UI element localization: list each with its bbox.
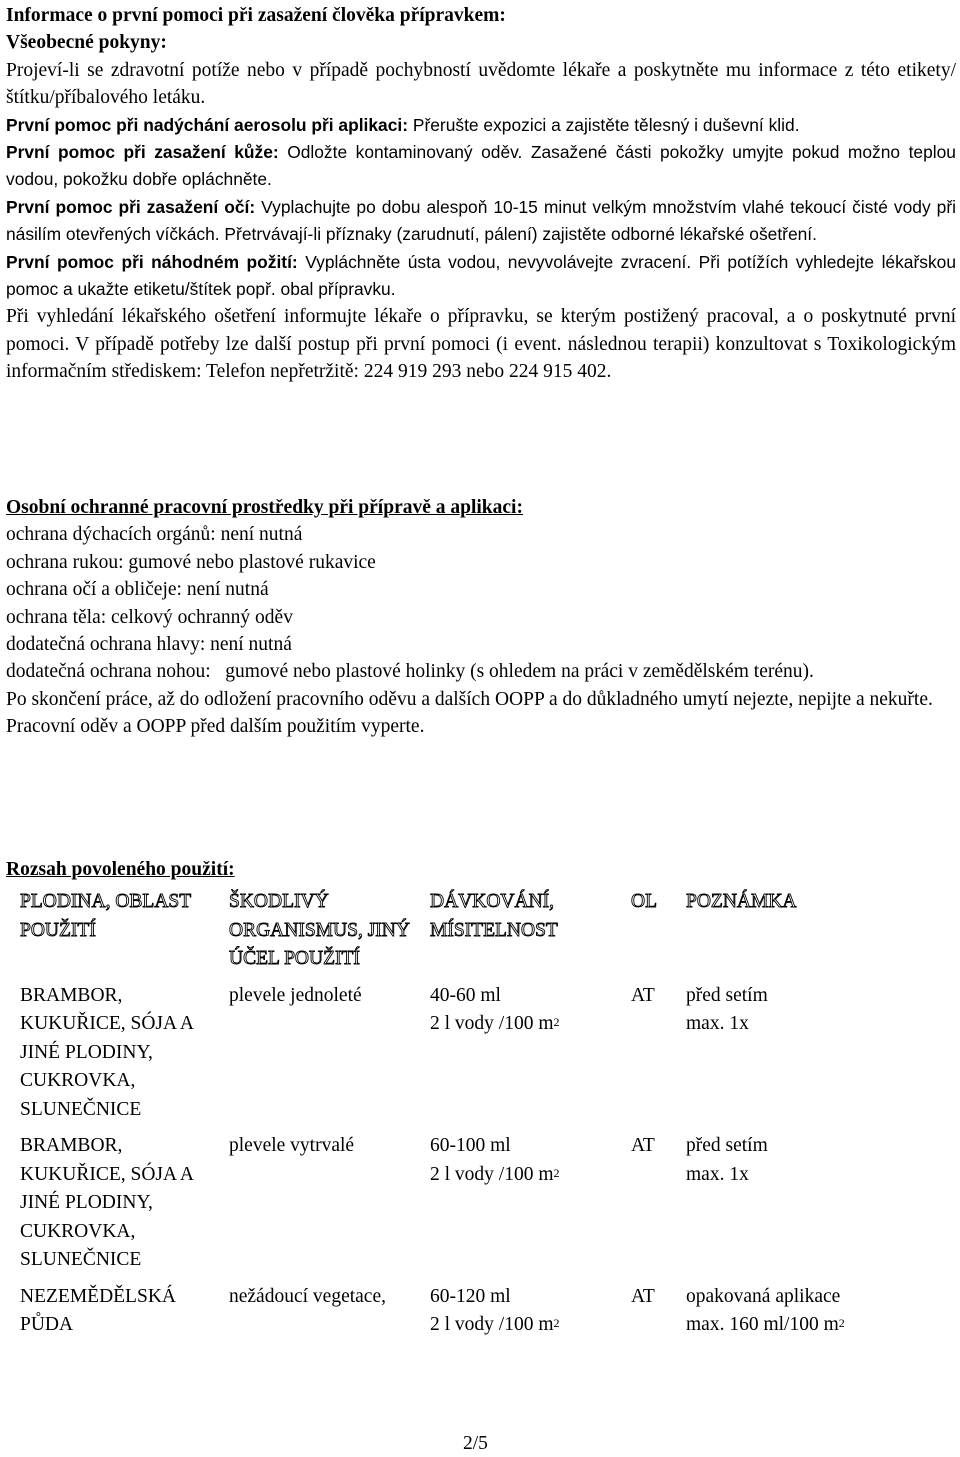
table-row xyxy=(14,1128,931,1279)
first-aid-title: Informace o první pomoci při zasažení člověka přípravkem: xyxy=(6,5,506,26)
ingestion-heading: První pomoc při náhodném požití: xyxy=(6,251,298,272)
first-aid-section xyxy=(6,2,956,386)
header-ol: OL xyxy=(631,891,657,912)
cell-ol: AT xyxy=(631,1285,655,1307)
ppe-item-body: ochrana těla: celkový ochranný oděv xyxy=(6,606,293,628)
cell-dose: 60-100 ml 2 l vody /100 $m^2$ xyxy=(430,1135,560,1185)
after-work-text: Po skončení práce, až do odložení pracovního oděvu a dalších OOPP a do důkladného umytí nejezte, nepijte a nekuřte. xyxy=(6,688,933,710)
cell-target: nežádoucí vegetace, xyxy=(229,1285,386,1307)
skin-heading: První pomoc při zasažení kůže: xyxy=(6,142,279,163)
ingestion-paragraph xyxy=(6,249,956,304)
ppe-item-head: dodatečná ochrana hlavy: není nutná xyxy=(6,634,292,656)
cell-crop: BRAMBOR, KUKUŘICE, SÓJA A JINÉ PLODINY, CUKROVKA, SLUNEČNICE xyxy=(20,1135,193,1270)
cell-target: plevele jednoleté xyxy=(229,984,362,1006)
cell-target: plevele vytrvalé xyxy=(229,1135,355,1156)
ppe-item-hands: ochrana rukou: gumové nebo plastové rukavice xyxy=(6,551,376,573)
cell-dose: 40-60 ml 2 l vody /100 $m^2$ xyxy=(430,984,560,1034)
table-row xyxy=(14,1279,931,1344)
skin-text: Odložte kontaminovaný oděv. Zasažené části pokožky umyjte pokud možno teplou vodou, pokožku dobře opláchněte. xyxy=(6,142,956,190)
cell-note: před setím max. 1x xyxy=(686,984,768,1034)
usage-heading-wrap xyxy=(6,856,235,883)
usage-table-header-row xyxy=(14,884,931,978)
ppe-heading: Osobní ochranné pracovní prostředky při přípravě a aplikaci: xyxy=(6,497,523,518)
cell-crop: BRAMBOR, KUKUŘICE, SÓJA A JINÉ PLODINY, CUKROVKA, SLUNEČNICE xyxy=(20,984,193,1120)
page-number: 2/5 xyxy=(463,1433,488,1454)
ppe-section xyxy=(6,494,956,741)
cell-note: opakovaná aplikace max. 160 ml/100 $m^2$ xyxy=(686,1285,845,1335)
eyes-text: Vyplachujte po dobu alespoň 10-15 minut velkým množstvím vlahé tekoucí čisté vody při násilím otevřených víčkách. Přetrvávají-li příznaky (zarudnutí, pálení) zajistěte odborné lékařské ošetření. xyxy=(6,196,956,245)
general-heading: Všeobecné pokyny: xyxy=(6,32,167,54)
header-crop: PLODINA, OBLAST POUŽITÍ xyxy=(20,891,191,941)
ppe-item-eyes-face: ochrana očí a obličeje: není nutná xyxy=(6,579,269,601)
table-row xyxy=(14,978,931,1129)
medical-care-text: Při vyhledání lékařského ošetření informujte lékaře o přípravku, se kterým postižený pracoval, a o poskytnuté první pomoci. V případě potřeby lze další postup při první pomoci (i event. následnou terapii) konzultovat s Toxikologickým informačním střediskem: Telefon nepřetržitě: 224 919 293 nebo 224 915 402. xyxy=(6,306,956,383)
general-text: Projeví-li se zdravotní potíže nebo v případě pochybností uvědomte lékaře a poskytněte mu informace z této etikety/štítku/příbalového letáku. xyxy=(6,59,956,109)
eyes-heading: První pomoc při zasažení očí: xyxy=(6,196,256,217)
skin-paragraph xyxy=(6,139,956,194)
ppe-item-respiratory: ochrana dýchacích orgánů: není nutná xyxy=(6,524,303,546)
header-target: ŠKODLIVÝ ORGANISMUS, JINÝ ÚČEL POUŽITÍ xyxy=(229,891,410,969)
header-note: POZNÁMKA xyxy=(686,891,797,912)
wash-text: Pracovní oděv a OOPP před dalším použitím vyperte. xyxy=(6,716,425,738)
header-dose: DÁVKOVÁNÍ, MÍSITELNOST xyxy=(430,891,558,941)
inhalation-heading: První pomoc při nadýchání aerosolu při aplikaci: xyxy=(6,114,409,135)
cell-note: před setím max. 1x xyxy=(686,1135,768,1185)
ingestion-text: Vypláchněte ústa vodou, nevyvolávejte zvracení. Při potížích vyhledejte lékařskou pomoc a ukažte etiketu/štítek popř. obal přípravku. xyxy=(6,251,956,300)
cell-crop: NEZEMĚDĚLSKÁ PŮDA xyxy=(20,1285,176,1335)
inhalation-text: Přerušte expozici a zajistěte tělesný i duševní klid. xyxy=(412,114,800,135)
inhalation-paragraph xyxy=(6,112,956,139)
cell-ol: AT xyxy=(631,1135,655,1156)
usage-heading: Rozsah povoleného použití: xyxy=(6,859,235,880)
ppe-item-feet: dodatečná ochrana nohou: gumové nebo plastové holinky (s ohledem na práci v zemědělském terénu). xyxy=(6,661,814,683)
cell-dose: 60-120 ml 2 l vody /100 $m^2$ xyxy=(430,1285,560,1335)
cell-ol: AT xyxy=(631,984,655,1006)
eyes-paragraph xyxy=(6,194,956,249)
usage-table xyxy=(14,884,931,1344)
